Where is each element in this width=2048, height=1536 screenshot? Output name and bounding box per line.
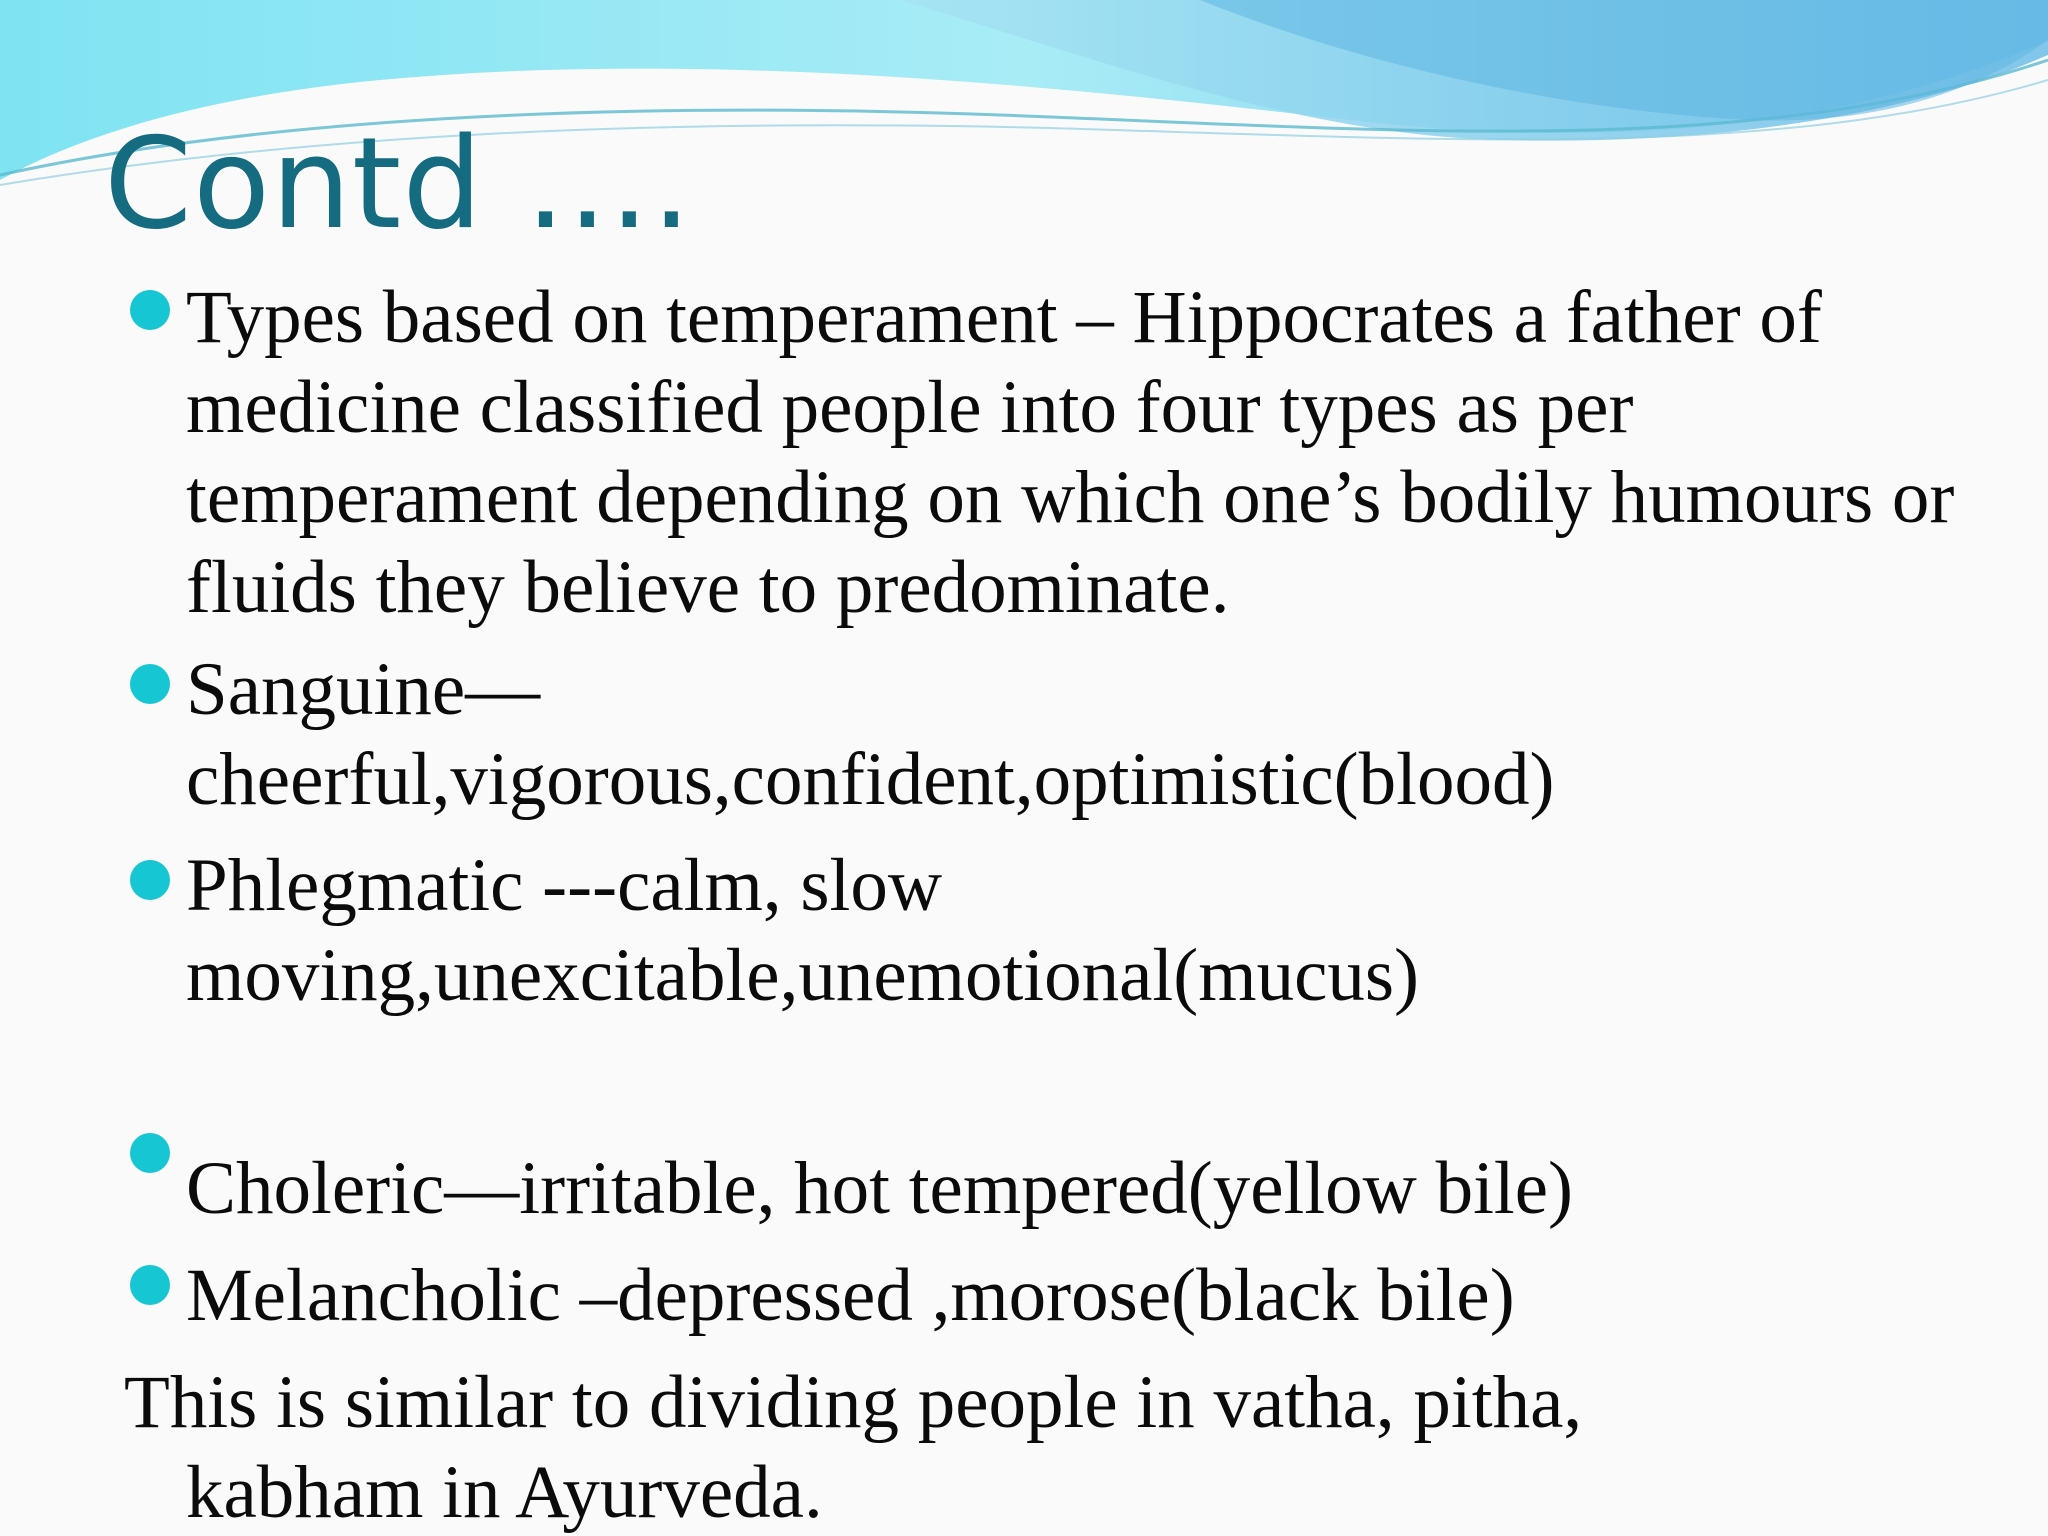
closing-statement: This is similar to dividing people in vatha, pitha, kabham in Ayurveda.	[124, 1361, 1583, 1534]
bullet-melancholic: Melancholic –depressed ,morose(black bile)	[186, 1254, 1515, 1337]
bullet-dot-icon	[130, 664, 170, 704]
bullet-dot-icon	[130, 860, 170, 900]
bullet-dot-icon	[130, 1265, 170, 1305]
bullet-dot-icon	[130, 1133, 170, 1173]
bullet-dot-icon	[130, 290, 170, 330]
slide-title: Contd ….	[104, 110, 693, 257]
bullet-sanguine: Sanguine—cheerful,vigorous,confident,optimistic(blood)	[186, 648, 1555, 821]
bullet-phlegmatic: Phlegmatic ---calm, slow moving,unexcitable,unemotional(mucus)	[186, 844, 1420, 1017]
bullet-choleric: Choleric—irritable, hot tempered(yellow bile)	[186, 1147, 1574, 1230]
bullet-temperament-intro: Types based on temperament – Hippocrates a father of medicine classified people into four types as per temperament depending on which one’s bodily humours or fluids they believe to predominate.	[186, 276, 1955, 629]
